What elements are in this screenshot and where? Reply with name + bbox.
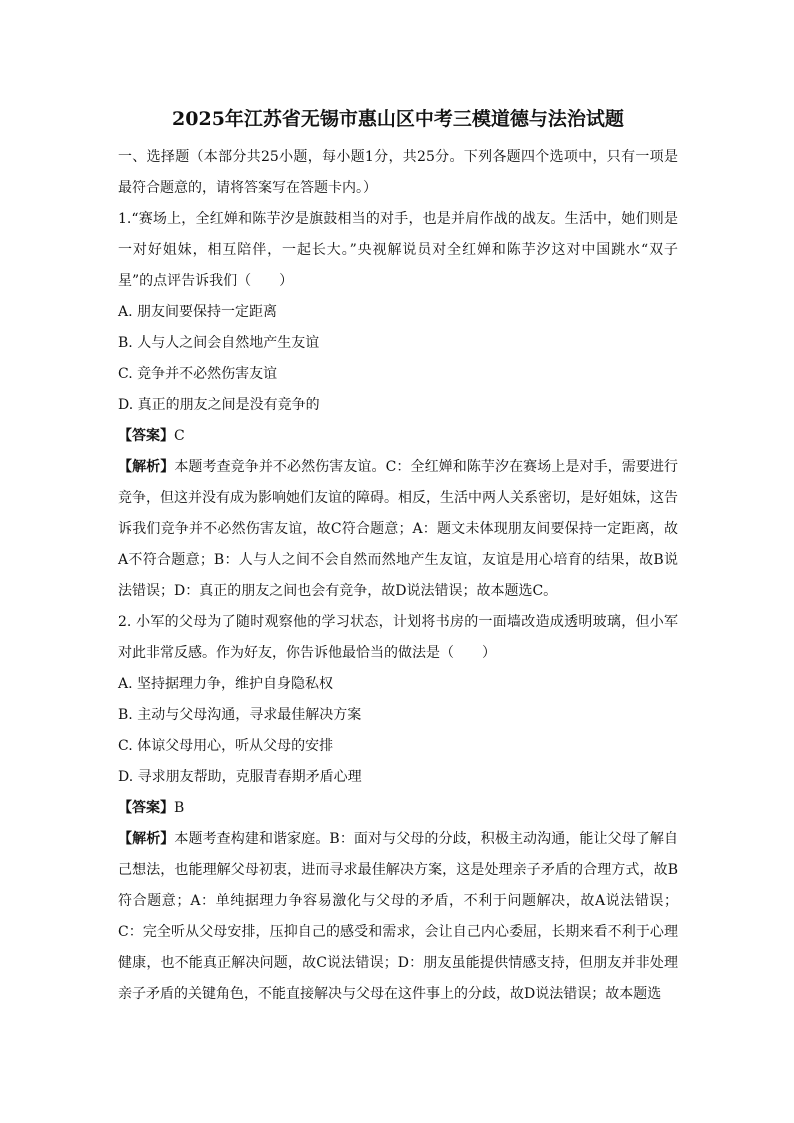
option-a: A. 朋友间要保持一定距离 xyxy=(118,304,278,320)
analysis-tag: 【解析】 xyxy=(118,459,175,475)
section-heading: 一、选择题（本部分共25小题，每小题1分，共25分。下列各题四个选项中，只有一项是最符合题意的，请将答案写在答题卡内。） xyxy=(118,149,678,196)
option-d: D. 真正的朋友之间是没有竞争的 xyxy=(118,397,320,413)
analysis-text: 本题考查竞争并不必然伤害友谊。C：全红婵和陈芋汐在赛场上是对手，需要进行竞争，但这并没有成为影响她们友谊的障碍。相反，生活中两人关系密切，是好姐妹，这告诉我们竞争并不必然伤害友谊，故C符合题意；A：题文未体现朋友间要保持一定距离，故A不符合题意；B：人与人之间不会自然而然地产生友谊，友谊是用心培育的结果，故B说法错误；D：真正的朋友之间也会有竞争，故D说法错误；故本题选C。 xyxy=(118,459,678,599)
analysis xyxy=(118,824,678,1010)
question-1 xyxy=(118,204,678,607)
option-a: A. 坚持据理力争，维护自身隐私权 xyxy=(118,676,334,692)
answer-value: C xyxy=(174,428,185,444)
document-title: 2025年江苏省无锡市惠山区中考三模道德与法治试题 xyxy=(172,108,624,130)
document-page xyxy=(118,100,678,1010)
answer-tag: 【答案】 xyxy=(118,800,174,816)
question-stem: 1.“赛场上，全红婵和陈芋汐是旗鼓相当的对手，也是并肩作战的战友。生活中，她们则是一对好姐妹，相互陪伴，一起长大。”央视解说员对全红婵和陈芋汐这对中国跳水“双子星”的点评告诉我们（ ） xyxy=(118,211,678,289)
option-c: C. 体谅父母用心，听从父母的安排 xyxy=(118,738,334,754)
option-d: D. 寻求朋友帮助，克服青春期矛盾心理 xyxy=(118,769,362,785)
answer-line xyxy=(118,421,678,452)
analysis-text: 本题考查构建和谐家庭。B：面对与父母的分歧，积极主动沟通，能让父母了解自己想法，也能理解父母初衷，进而寻求最佳解决方案，这是处理亲子矛盾的合理方式，故B符合题意；A：单纯据理力争容易激化与父母的矛盾，不利于问题解决，故A说法错误；C：完全听从父母安排，压抑自己的感受和需求，会让自己内心委屈，长期来看不利于心理健康，也不能真正解决问题，故C说法错误；D：朋友虽能提供情感支持，但朋友并非处理亲子矛盾的关键角色，不能直接解决与父母在这件事上的分歧，故D说法错误；故本题选 xyxy=(118,831,678,1002)
answer-value: B xyxy=(174,800,185,816)
option-b: B. 主动与父母沟通，寻求最佳解决方案 xyxy=(118,707,362,723)
option-b: B. 人与人之间会自然地产生友谊 xyxy=(118,335,320,351)
analysis-tag: 【解析】 xyxy=(118,831,175,847)
answer-tag: 【答案】 xyxy=(118,428,174,444)
question-stem: 2. 小军的父母为了随时观察他的学习状态，计划将书房的一面墙改造成透明玻璃，但小军对此非常反感。作为好友，你告诉他最恰当的做法是（ ） xyxy=(118,614,678,661)
question-2 xyxy=(118,607,678,1010)
option-c: C. 竞争并不必然伤害友谊 xyxy=(118,366,278,382)
analysis xyxy=(118,452,678,607)
answer-line xyxy=(118,793,678,824)
